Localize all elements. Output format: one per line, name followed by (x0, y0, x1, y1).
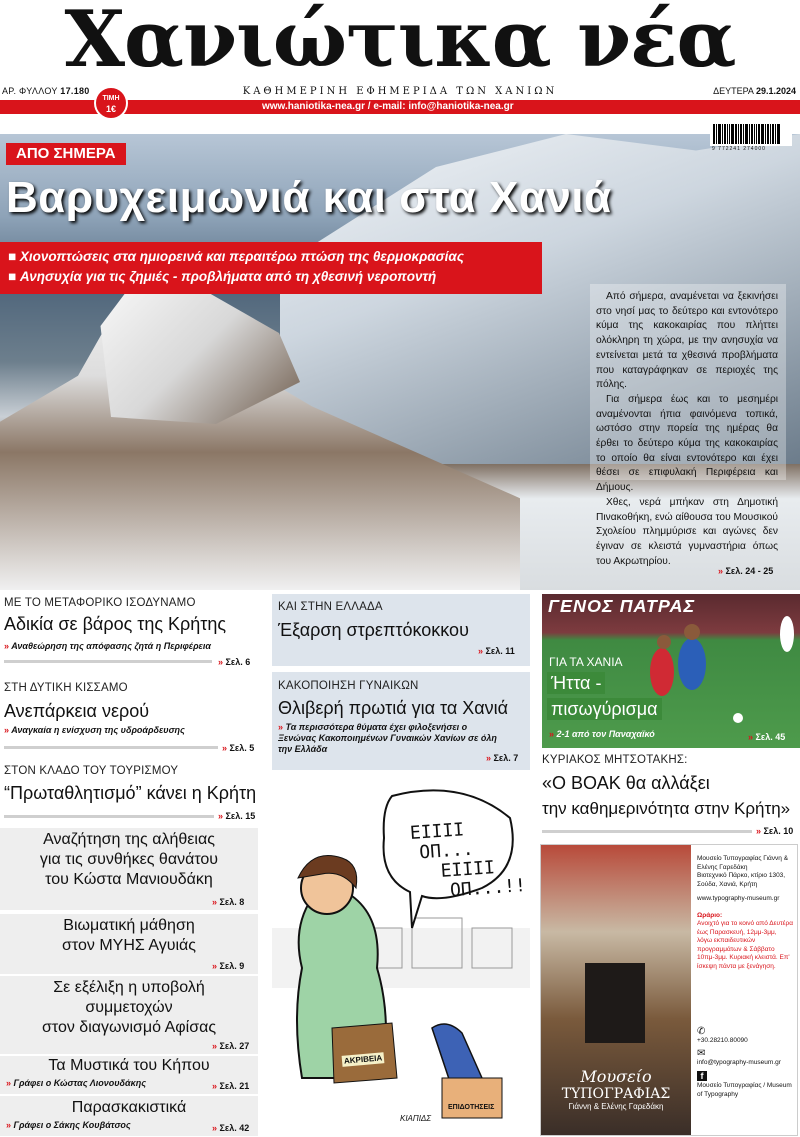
page-ref-text: Σελ. 27 (219, 1041, 250, 1051)
story-box-line: για τις συνθήκες θανάτου (39, 851, 219, 868)
sport-players-drawing (542, 594, 800, 748)
hero-bullet: ■ Χιονοπτώσεις στα ημιορεινά και περαιτέρω πτώση της θερμοκρασίας (8, 248, 464, 266)
divider (4, 660, 212, 663)
issue-value: 17.180 (60, 86, 90, 96)
cartoon-box-label: ΕΠΙΔΟΤΗΣΕΙΣ (448, 1104, 495, 1111)
museum-web[interactable]: www.typography-museum.gr (697, 895, 780, 902)
museum-facebook[interactable]: Μουσείο Τυπογραφίας / Museum of Typography (697, 1082, 792, 1098)
story-kicker: ΣΤΗ ΔΥΤΙΚΗ ΚΙΣΣΑΜΟ (4, 682, 128, 694)
hero-ref-text: Σελ. 24 - 25 (725, 566, 774, 576)
story-kicker: ΣΤΟΝ ΚΛΑΔΟ ΤΟΥ ΤΟΥΡΙΣΜΟΥ (4, 765, 179, 777)
story-box-title (0, 978, 258, 1038)
page-ref-text: Σελ. 15 (225, 811, 256, 821)
story-title[interactable]: Ανεπάρκεια νερού (4, 701, 150, 721)
page-ref-text: Σελ. 6 (225, 657, 251, 667)
editorial-cartoon (272, 778, 530, 1134)
page-ref[interactable]: » Σελ. 15 (218, 811, 256, 821)
page-ref-text: Σελ. 8 (219, 897, 245, 907)
divider (4, 746, 218, 749)
museum-name: Μουσείο Τυπογραφίας Γιάννη & Ελένης Γαρεδάκη (697, 855, 789, 871)
page-ref[interactable]: » Σελ. 8 (212, 897, 245, 907)
stadium-banner: ΓΕΝΟΣ ΠΑΤΡΑΣ (548, 596, 696, 616)
logo-line: Μουσείο (580, 1067, 652, 1086)
page-ref-text: Σελ. 7 (493, 753, 519, 763)
story-kicker: ΚΥΡΙΑΚΟΣ ΜΗΤΣΟΤΑΚΗΣ: (542, 754, 688, 766)
page-ref-text: Σελ. 21 (219, 1081, 250, 1091)
story-sub-text: Αναθεώρηση της απόφασης ζητά η Περιφέρεια (11, 641, 211, 651)
story-title[interactable]: Αδικία σε βάρος της Κρήτης (4, 614, 227, 634)
museum-contacts (697, 1027, 793, 1099)
speech-line: ΟΠ...!! (449, 875, 527, 902)
byline: » Γράφει ο Κώστας Λιονουδάκης (6, 1078, 146, 1088)
hero-paragraph: Χθες, νερά μπήκαν στη Δημοτική Πινακοθήκη, ενώ αίθουσα του Μουσικού Σχολείου πλημμύρισε και αγώνες δεν έγιναν σε κλειστά γυμναστήρια όπως του Ακρωτηρίου. (596, 496, 778, 567)
quote-line[interactable]: «Ο ΒΟΑΚ θα αλλάξει (542, 773, 710, 793)
page-ref[interactable]: » Σελ. 9 (212, 961, 245, 971)
story-box-title (0, 830, 258, 890)
page-ref-text: Σελ. 45 (755, 732, 786, 742)
page-ref[interactable]: » Σελ. 10 (756, 826, 794, 836)
story-title[interactable]: “Πρωταθλητισμό” κάνει η Κρήτη (4, 783, 257, 803)
sport-sub-text: 2-1 από τον Παναχαϊκό (556, 729, 655, 739)
printing-press-shape (585, 963, 645, 1043)
museum-advertisement[interactable] (540, 844, 798, 1136)
hero-body (596, 290, 778, 569)
story-kicker: ΚΑΙ ΣΤΗΝ ΕΛΛΑΔΑ (278, 601, 383, 613)
story-sub: » Αναγκαία η ενίσχυση της υδροάρδευσης (4, 725, 185, 735)
issue-label: ΑΡ. ΦΥΛΛΟΥ (2, 86, 58, 96)
cartoon-speech (409, 816, 526, 904)
page-ref-text: Σελ. 11 (485, 646, 515, 656)
story-box-line: του Κώστα Μανιουδάκη (45, 871, 213, 888)
logo-line: ΤΥΠΟΓΡΑΦΙΑΣ (561, 1086, 671, 1102)
sport-kicker: ΓΙΑ ΤΑ ΧΑΝΙΑ (549, 655, 623, 669)
story-box-title: Τα Μυστικά του Κήπου (48, 1057, 210, 1074)
story-box-line: συμμετοχών (85, 999, 173, 1016)
phone-icon: ✆ (697, 1026, 706, 1037)
story-kicker: ΜΕ ΤΟ ΜΕΤΑΦΟΡΙΚΟ ΙΣΟΔΥΝΑΜΟ (4, 597, 196, 609)
story-box-line: στον διαγωνισμό Αφίσας (41, 1019, 217, 1036)
logo-line: Γιάννη & Ελένης Γαρεδάκη (568, 1102, 664, 1111)
museum-address: Βιοτεχνικό Πάρκο, κτίριο 1303, Σούδα, Χανιά, Κρήτη (697, 872, 786, 888)
page-ref[interactable]: » Σελ. 42 (212, 1123, 250, 1133)
story-box-line: Σε εξέλιξη η υποβολή (53, 979, 205, 996)
museum-photo (541, 845, 691, 1135)
cartoon-signature: ΚΙΑΠΙΔΣ (400, 1114, 432, 1123)
story-box-title: Παρασκακιστικά (71, 1099, 187, 1116)
hero-bullet: ■ Ανησυχία για τις ζημιές - προβλήματα από τη χθεσινή νεροποντή (8, 268, 436, 286)
facebook-icon: f (697, 1071, 707, 1081)
barcode (710, 118, 792, 146)
byline-text: Γράφει ο Σάκης Κουβάτσος (13, 1120, 131, 1130)
sport-photo (542, 594, 800, 748)
page-ref-text: Σελ. 5 (229, 743, 255, 753)
mail-icon: ✉ (697, 1048, 706, 1059)
page-ref[interactable]: » Σελ. 5 (222, 743, 255, 753)
story-sub-text: Τα περισσότερα θύματα έχει φιλοξενήσει ο Ξενώνας Κακοποιημένων Γυναικών Χανίων σε όλη την Ελλάδα (278, 722, 497, 754)
hero-tag: ΑΠΟ ΣΗΜΕΡΑ (6, 143, 126, 165)
page-ref[interactable]: » Σελ. 45 (748, 732, 786, 742)
page-ref[interactable]: » Σελ. 27 (212, 1041, 250, 1051)
story-box-line: Βιωματική μάθηση (63, 917, 195, 934)
hours-title: Ωράριο: (697, 911, 723, 919)
page-ref-text: Σελ. 9 (219, 961, 245, 971)
museum-logo (555, 1067, 677, 1111)
sport-sub: » 2-1 από τον Παναχαϊκό (549, 729, 655, 739)
page-ref[interactable]: » Σελ. 6 (218, 657, 251, 667)
hero-paragraph: Από σήμερα, αναμένεται να ξεκινήσει στο νησί μας το δεύτερο και εντονότερο κύμα της κακοκαιρίας που πλήττει ολόκληρη τη χώρα, με την ανησυχία να εντείνεται μετά τα χθεσινά προβλήματα που καταγράφηκαν σε περιοχές της πόλης. (596, 291, 778, 391)
museum-hours: Ανοιχτό για το κοινό από Δευτέρα έως Παρασκευή, 12μμ-3μμ, λόγω εκπαιδευτικών προγραμμάτων & Σάββατο 10πμ-3μμ. Κυριακή κλειστά. Επ' ίσκεψη πάντα με ξενάγηση. (697, 920, 794, 970)
byline-text: Γράφει ο Κώστας Λιονουδάκης (13, 1078, 146, 1088)
contact-urls[interactable]: www.haniotika-nea.gr / e-mail: info@haniotika-nea.gr (262, 101, 514, 112)
museum-details (697, 855, 793, 971)
story-kicker: ΚΑΚΟΠΟΙΗΣΗ ΓΥΝΑΙΚΩΝ (278, 680, 419, 692)
price-label: ΤΙΜΗ (102, 95, 120, 102)
story-box-line: Αναζήτηση της αλήθειας (43, 831, 215, 848)
sport-title-line[interactable]: πισωγύρισμα (547, 698, 662, 720)
price-badge (94, 86, 128, 120)
page-ref[interactable]: » Σελ. 7 (486, 753, 519, 763)
hero-headline[interactable]: Βαρυχειμωνιά και στα Χανιά (6, 173, 612, 222)
cartoon-bag-label: ΑΚΡΙΒΕΙΑ (342, 1052, 385, 1067)
sport-title-line[interactable]: Ήττα - (547, 672, 605, 694)
hero-page-ref[interactable]: » Σελ. 24 - 25 (718, 566, 774, 576)
newspaper-subtitle: ΚΑΘΗΜΕΡΙΝΗ ΕΦΗΜΕΡΙΔΑ ΤΩΝ ΧΑΝΙΩΝ (242, 86, 558, 97)
story-title: Θλιβερή πρωτιά για τα Χανιά (278, 698, 509, 718)
issue-day: ΔΕΥΤΕΡΑ (713, 86, 754, 96)
byline: » Γράφει ο Σάκης Κουβάτσος (6, 1120, 131, 1130)
issue-date (713, 86, 796, 96)
speech-line: ΟΠ... (418, 838, 475, 864)
issue-date-value: 29.1.2024 (755, 86, 796, 96)
speech-line: ΕΙΙΙΙ (439, 857, 496, 882)
museum-email[interactable]: info@typography-museum.gr (697, 1059, 781, 1066)
story-sub: » Αναθεώρηση της απόφασης ζητά η Περιφέρεια (4, 641, 211, 651)
story-box-line: στον ΜΥΗΣ Αγυιάς (62, 937, 196, 954)
newspaper-logo: Χανιώτικα νέα (64, 0, 736, 85)
page-ref[interactable]: » Σελ. 21 (212, 1081, 250, 1091)
story-sub-text: Αναγκαία η ενίσχυση της υδροάρδευσης (11, 725, 185, 735)
museum-phone[interactable]: +30.28210.80090 (697, 1037, 748, 1044)
price-value: 1€ (105, 104, 116, 114)
page-ref[interactable]: » Σελ. 11 (478, 646, 515, 656)
hero-paragraph: Για σήμερα έως και το μεσημέρι αναμένονται ήπια φαινόμενα τοπικά, ωστόσο στην πορεία της ημέρας θα έρθει το δεύτερο κύμα της κακοκαιρίας το οποίο θα είναι εντονότερο και έχει θέσει σε επιφυλακή Περιφέρεια και Δήμους. (596, 393, 778, 494)
divider (542, 830, 752, 833)
page-ref-text: Σελ. 10 (763, 826, 794, 836)
page-ref-text: Σελ. 42 (219, 1123, 250, 1133)
barcode-digits: 9 772241 274000 (712, 146, 766, 152)
story-title: Έξαρση στρεπτόκοκκου (278, 620, 469, 640)
divider (4, 815, 214, 818)
story-sub: » Τα περισσότερα θύματα έχει φιλοξενήσει ο Ξενώνας Κακοποιημένων Γυναικών Χανίων σε όλη την Ελλάδα (278, 722, 497, 754)
speech-line: ΕΙΙΙΙ (409, 819, 465, 844)
quote-line[interactable]: την καθημερινότητα στην Κρήτη» (542, 799, 791, 818)
story-box-title (0, 916, 258, 956)
